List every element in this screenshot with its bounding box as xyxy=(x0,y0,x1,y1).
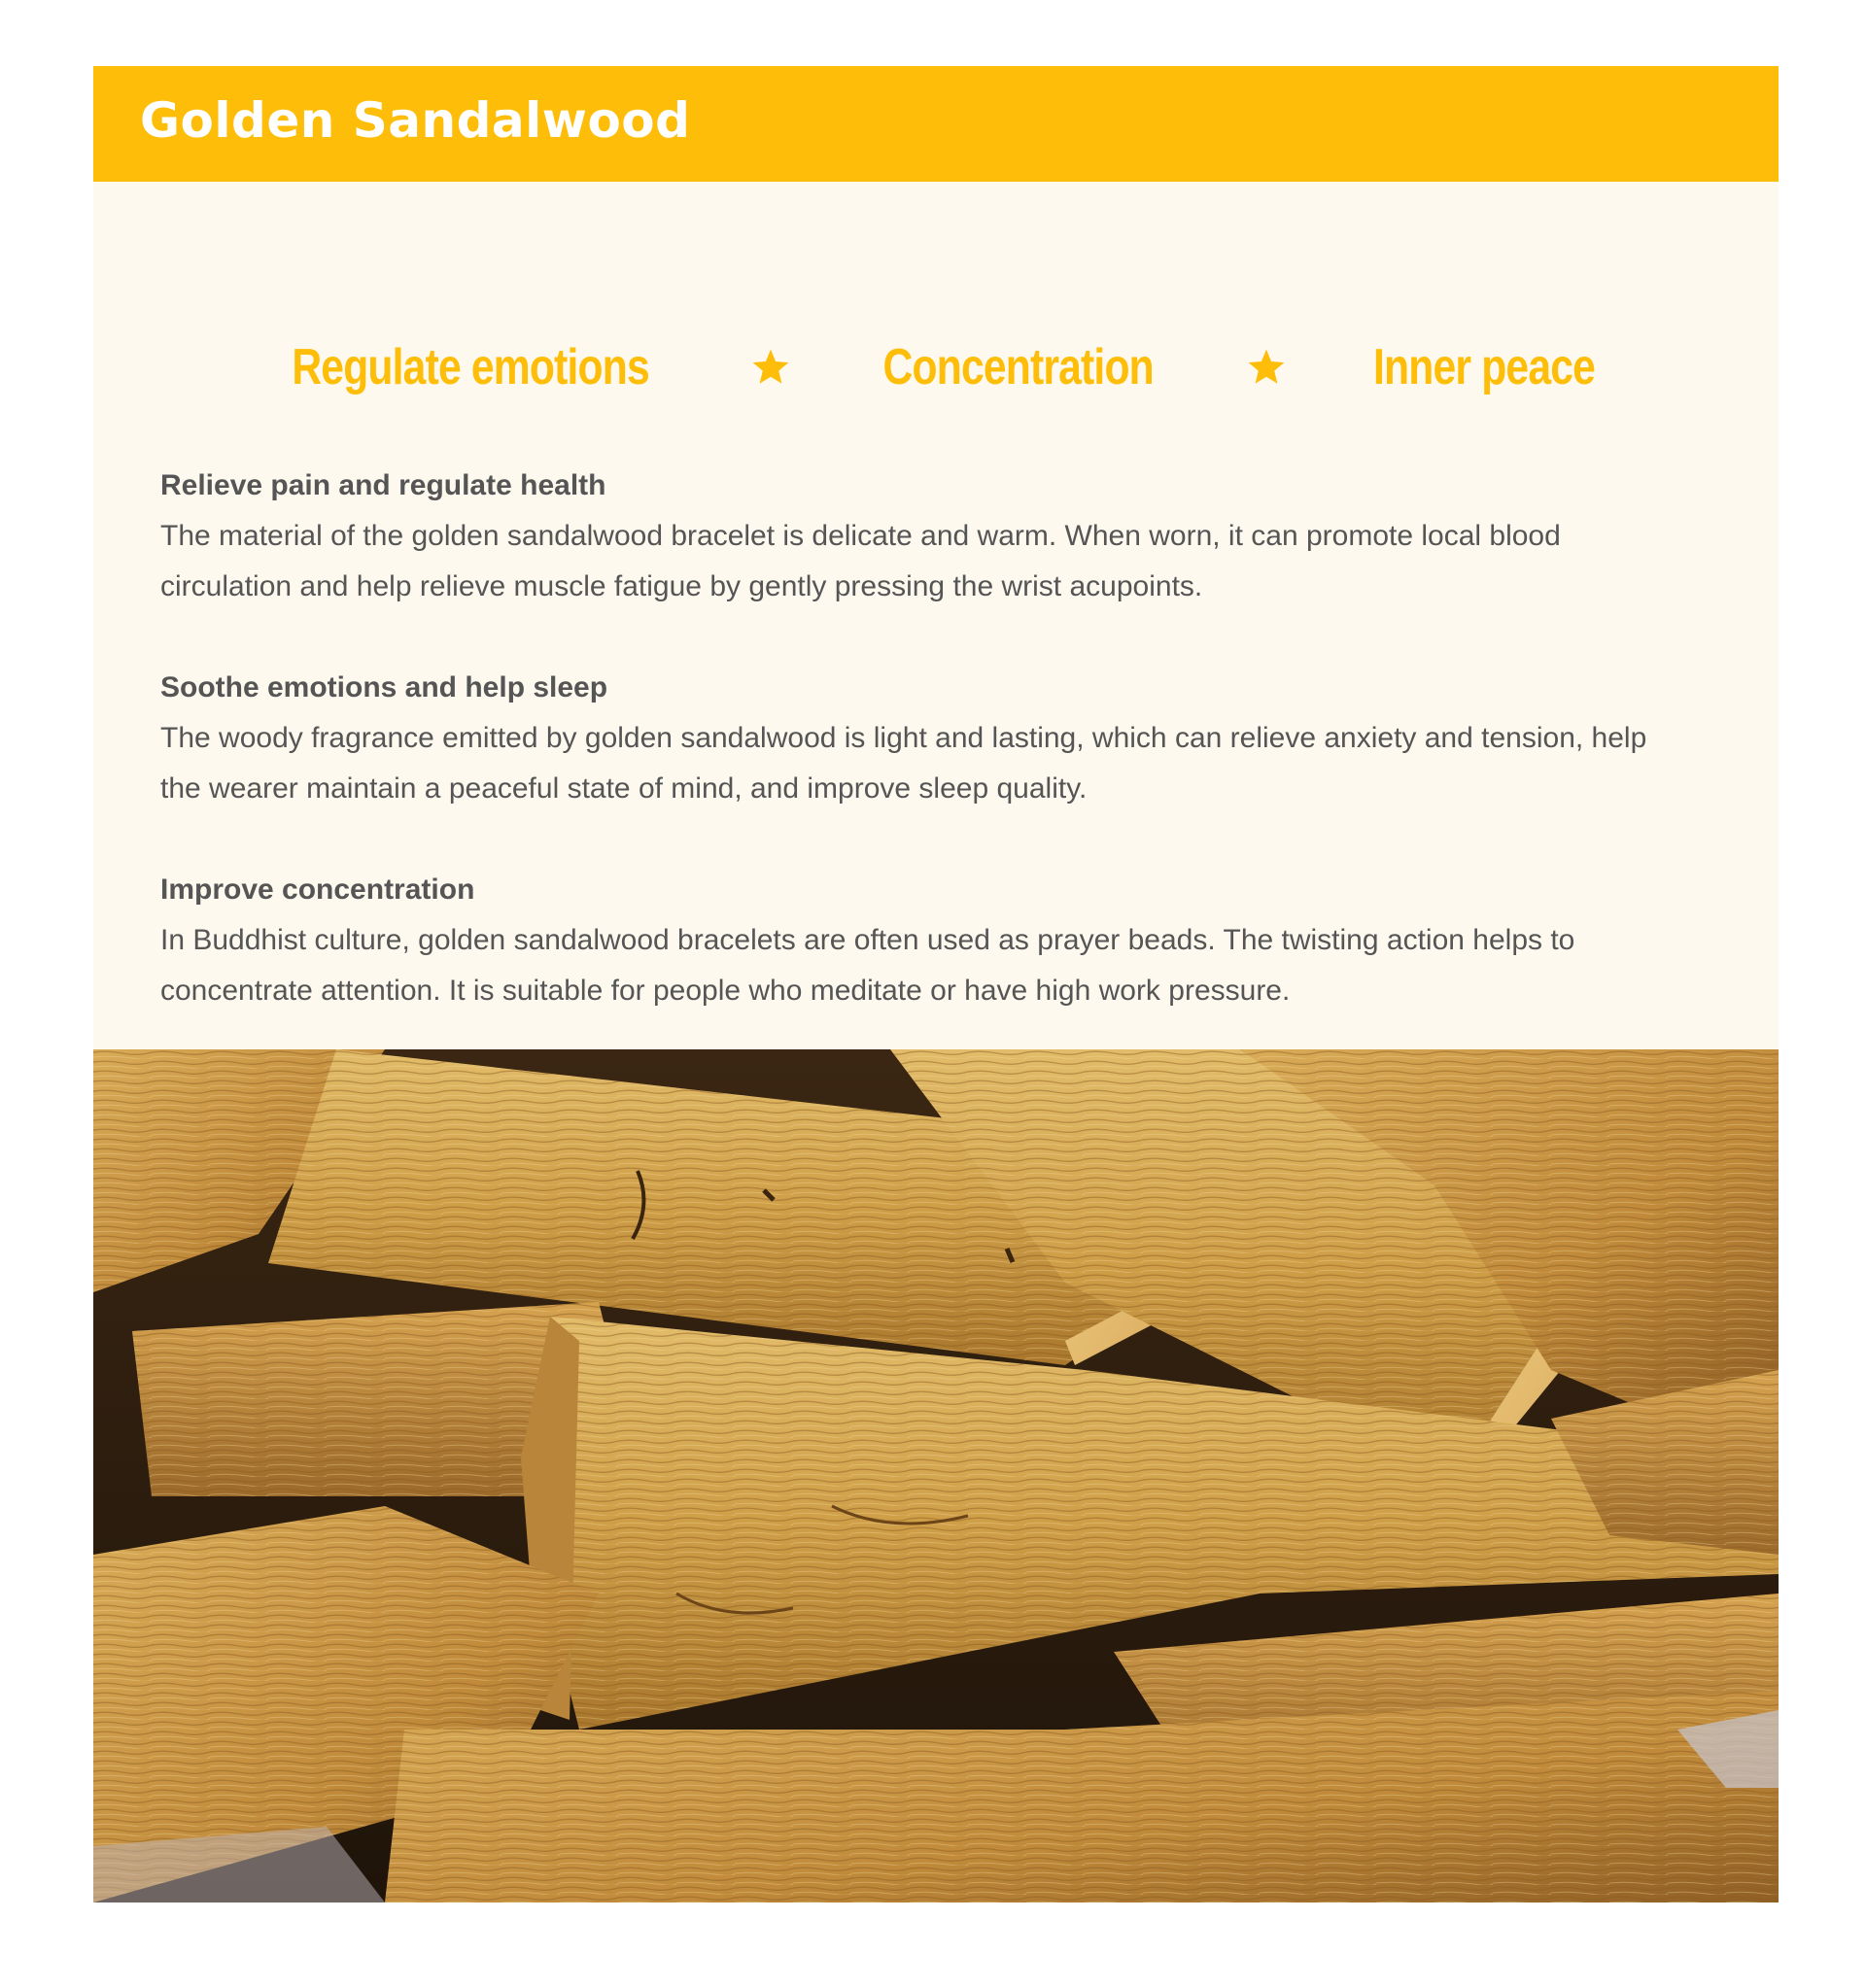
section-body: In Buddhist culture, golden sandalwood bracelets are often used as prayer beads. The twisting action helps to concentrate attention. It is suitable for people who meditate or have high work pressure. xyxy=(160,924,1575,1007)
benefit-section xyxy=(160,865,1715,1016)
benefit-sections xyxy=(160,461,1715,1067)
tag-concentration: Concentration xyxy=(882,339,1155,395)
tag-regulate-emotions: Regulate emotions xyxy=(292,339,650,395)
star-icon xyxy=(750,347,791,388)
benefit-section xyxy=(160,663,1715,814)
section-body: The material of the golden sandalwood bracelet is delicate and warm. When worn, it can promote local blood circulation and help relieve muscle fatigue by gently pressing the wrist acupoints. xyxy=(160,520,1561,602)
header-banner xyxy=(93,66,1779,182)
benefit-section xyxy=(160,461,1715,612)
section-title: Improve concentration xyxy=(160,874,475,906)
section-title: Relieve pain and regulate health xyxy=(160,469,606,501)
sandalwood-sticks-illustration xyxy=(93,1049,1779,1902)
feature-tags xyxy=(93,328,1779,406)
tag-inner-peace: Inner peace xyxy=(1372,339,1595,395)
section-title: Soothe emotions and help sleep xyxy=(160,671,608,703)
page-title: Golden Sandalwood xyxy=(140,92,691,149)
product-card xyxy=(93,66,1779,1902)
sandalwood-photo xyxy=(93,1049,1779,1902)
star-icon xyxy=(1246,347,1287,388)
section-body: The woody fragrance emitted by golden sandalwood is light and lasting, which can relieve anxiety and tension, help the wearer maintain a peaceful state of mind, and improve sleep quality. xyxy=(160,722,1647,805)
